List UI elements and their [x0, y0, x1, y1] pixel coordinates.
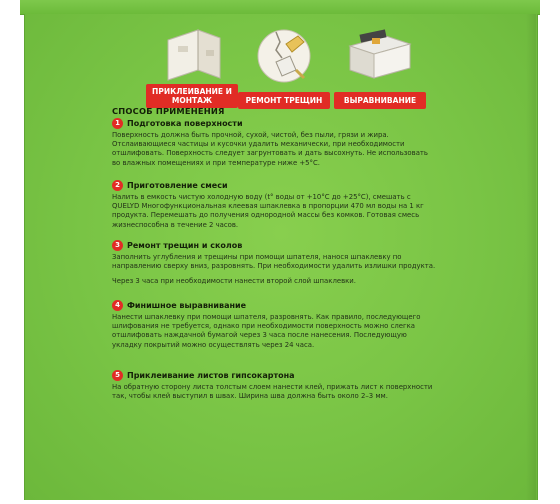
leveling-icon [342, 26, 418, 86]
step-number-badge: 3 [112, 240, 123, 251]
section-body [112, 131, 438, 168]
section-body [112, 383, 438, 401]
step-number-badge: 5 [112, 370, 123, 381]
section-title: Финишное выравнивание [127, 301, 247, 310]
section-paragraph: Заполнить углубления и трещины при помощи шпателя, нанося шпаклевку по направлению сверху вниз, разровнять. При необходимости удалить излишки продукта. [112, 253, 436, 271]
icon-label-crack-repair: РЕМОНТ ТРЕЩИН [238, 92, 330, 109]
section-body [112, 253, 438, 287]
section-mix-prep [112, 180, 438, 230]
section-paragraph: Налить в емкость чистую холодную воду (t° воды от +10°С до +25°С), смешать с QUELYD Многофункциональная клеевая шпаклевка в пропорции 470 мл воды на 1 кг продукта. Перемешать до получения однородной массы без комков. Готовая смесь жизнеспособна в течение 2 часов. [112, 193, 424, 229]
package-top-flap [20, 0, 540, 15]
section-title: Подготовка поверхности [127, 119, 243, 128]
icon-card-leveling [334, 20, 426, 110]
section-title: Приклеивание листов гипсокартона [127, 371, 295, 380]
instructions-title: СПОСОБ ПРИМЕНЕНИЯ [112, 106, 225, 116]
section-surface-prep [112, 118, 438, 168]
crack-repair-icon [246, 26, 322, 86]
section-finish-leveling [112, 300, 438, 350]
step-number-badge: 4 [112, 300, 123, 311]
step-number-badge: 1 [112, 118, 123, 129]
section-title: Приготовление смеси [127, 181, 228, 190]
package-side-shade [526, 14, 536, 500]
icon-label-leveling: ВЫРАВНИВАНИЕ [334, 92, 426, 109]
section-paragraph: На обратную сторону листа толстым слоем нанести клей, прижать лист к поверхности так, чтобы клей выступил в швах. Ширина шва должна быть около 2–3 мм. [112, 383, 433, 401]
section-paragraph: Поверхность должна быть прочной, сухой, чистой, без пыли, грязи и жира. Отслаивающиеся частицы и кусочки удалить механически, при необходимости отшлифовать. Поверхность следует загрунтовать и дать высохнуть. Не использовать во влажных помещениях и при температуре ниже +5°С. [112, 131, 428, 167]
section-body [112, 193, 438, 230]
section-paragraph: Через 3 часа при необходимости нанести второй слой шпаклевки. [112, 277, 356, 286]
section-body [112, 313, 438, 350]
section-title: Ремонт трещин и сколов [127, 241, 243, 250]
icon-card-gluing [146, 20, 238, 110]
icon-label-gluing: ПРИКЛЕИВАНИЕ И МОНТАЖ [146, 84, 238, 108]
section-crack-repair [112, 240, 438, 287]
section-drywall-gluing [112, 370, 438, 401]
section-paragraph: Нанести шпаклевку при помощи шпателя, разровнять. Как правило, последующего шлифования не требуется, однако при необходимости поверхность можно слегка отшлифовать наждачной бумагой через 3 часа после нанесения. Последующую укладку покрытий можно осуществлять через 24 часа. [112, 313, 421, 349]
icon-card-crack-repair [238, 20, 330, 110]
gluing-mounting-icon [154, 26, 230, 86]
step-number-badge: 2 [112, 180, 123, 191]
